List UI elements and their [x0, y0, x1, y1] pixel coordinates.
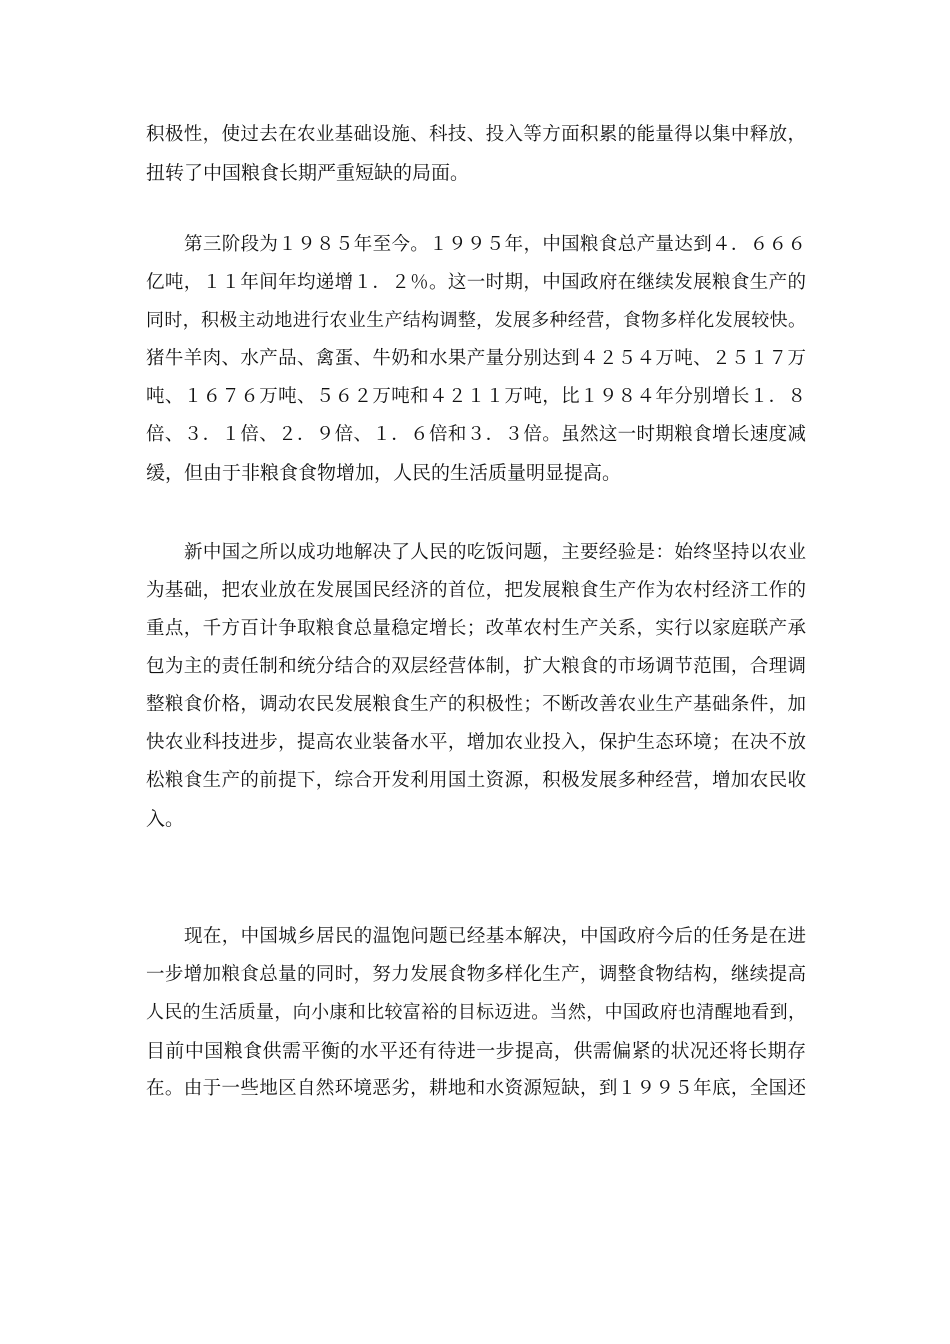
paragraph-line: 同时，积极主动地进行农业生产结构调整，发展多种经营，食物多样化发展较快。 — [146, 310, 806, 331]
paragraph-line: 现在，中国城乡居民的温饱问题已经基本解决，中国政府今后的任务是在进 — [184, 926, 806, 947]
paragraph-line: 倍、３．１倍、２．９倍、１．６倍和３．３倍。虽然这一时期粮食增长速度减 — [146, 424, 806, 445]
paragraph-line: 亿吨，１１年间年均递增１．２％。这一时期，中国政府在继续发展粮食生产的 — [146, 272, 806, 293]
paragraph-line: 缓，但由于非粮食食物增加，人民的生活质量明显提高。 — [146, 462, 622, 484]
paragraph-line: 松粮食生产的前提下，综合开发利用国土资源，积极发展多种经营，增加农民收 — [146, 770, 806, 791]
paragraph-line: 一步增加粮食总量的同时，努力发展食物多样化生产，调整食物结构，继续提高 — [146, 964, 806, 985]
paragraph-line: 目前中国粮食供需平衡的水平还有待进一步提高，供需偏紧的状况还将长期存 — [146, 1040, 806, 1062]
paragraph-line: 扭转了中国粮食长期严重短缺的局面。 — [146, 162, 470, 184]
paragraph-line: 第三阶段为１９８５年至今。１９９５年，中国粮食总产量达到４．６６６ — [184, 234, 806, 255]
paragraph-line: 吨、１６７６万吨、５６２万吨和４２１１万吨，比１９８４年分别增长１．８ — [146, 386, 806, 407]
paragraph-line: 在。由于一些地区自然环境恶劣，耕地和水资源短缺，到１９９５年底，全国还 — [146, 1078, 806, 1099]
paragraph-line: 为基础，把农业放在发展国民经济的首位，把发展粮食生产作为农村经济工作的 — [146, 580, 806, 601]
paragraph-line: 人民的生活质量，向小康和比较富裕的目标迈进。当然，中国政府也清醒地看到， — [146, 1002, 806, 1023]
paragraph-line: 猪牛羊肉、水产品、禽蛋、牛奶和水果产量分别达到４２５４万吨、２５１７万 — [146, 348, 806, 369]
paragraph-line: 新中国之所以成功地解决了人民的吃饭问题，主要经验是：始终坚持以农业 — [184, 542, 806, 563]
paragraph-line: 快农业科技进步，提高农业装备水平，增加农业投入，保护生态环境；在决不放 — [146, 732, 806, 753]
paragraph-line: 包为主的责任制和统分结合的双层经营体制，扩大粮食的市场调节范围，合理调 — [146, 656, 806, 677]
paragraph-line: 整粮食价格，调动农民发展粮食生产的积极性；不断改善农业生产基础条件，加 — [146, 694, 806, 715]
paragraph-line: 入。 — [146, 808, 185, 830]
paragraph-line: 积极性，使过去在农业基础设施、科技、投入等方面积累的能量得以集中释放， — [146, 124, 806, 145]
paragraph-line: 重点，千方百计争取粮食总量稳定增长；改革农村生产关系，实行以家庭联产承 — [146, 618, 806, 639]
